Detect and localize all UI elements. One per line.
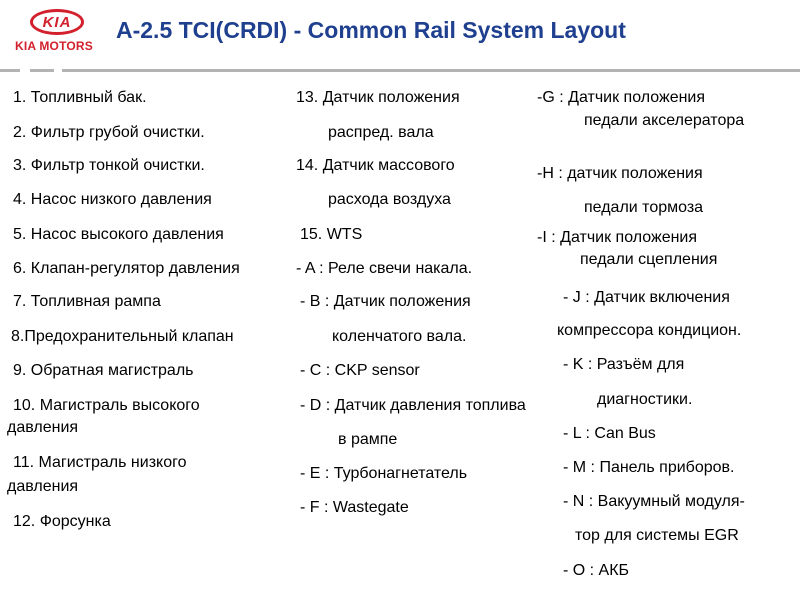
list-item: -G : Датчик положения xyxy=(537,89,706,106)
list-item: 12. Форсунка xyxy=(13,513,111,530)
logo-subtitle: KIA MOTORS xyxy=(14,39,93,53)
list-item: 4. Насос низкого давления xyxy=(13,191,212,208)
header-divider-segment xyxy=(0,69,20,72)
kia-motors-logo xyxy=(6,8,102,58)
kia-oval-emblem xyxy=(30,9,84,35)
list-item-continuation: в рампе xyxy=(338,431,398,448)
list-item: - J : Датчик включения xyxy=(563,289,730,306)
list-item: 7. Топливная рампа xyxy=(13,293,161,310)
list-item: - C : CKP sensor xyxy=(300,362,420,379)
list-item: - A : Реле свечи накала. xyxy=(296,260,473,277)
list-item: 6. Клапан-регулятор давления xyxy=(13,260,240,277)
list-item: - D : Датчик давления топлива xyxy=(300,397,526,414)
list-item: 14. Датчик массового xyxy=(296,157,455,174)
list-item-continuation: тор для системы EGR xyxy=(575,527,739,544)
list-item-continuation: расхода воздуха xyxy=(328,191,451,208)
list-item: - O : АКБ xyxy=(563,562,630,579)
list-item: - F : Wastegate xyxy=(300,499,409,516)
list-item: - L : Can Bus xyxy=(563,425,656,442)
list-item: 10. Магистраль высокого xyxy=(13,397,200,414)
list-item: 11. Магистраль низкого xyxy=(13,454,187,471)
list-item-continuation: давления xyxy=(7,419,79,436)
list-item-continuation: педали сцепления xyxy=(580,251,718,268)
page-title: A-2.5 TCI(CRDI) - Common Rail System Layout xyxy=(116,17,626,43)
logo-brand: KIA xyxy=(42,13,72,31)
list-item-continuation: педали акселератора xyxy=(584,112,745,129)
list-item: -I : Датчик положения xyxy=(537,229,698,246)
list-item: 8.Предохранительный клапан xyxy=(11,328,234,345)
list-item: 13. Датчик положения xyxy=(296,89,460,106)
list-item-continuation: педали тормоза xyxy=(584,199,704,216)
list-item-continuation: компрессора кондицион. xyxy=(557,322,742,339)
list-item: 1. Топливный бак. xyxy=(13,89,147,106)
list-item: 2. Фильтр грубой очистки. xyxy=(13,124,205,141)
list-item: 9. Обратная магистраль xyxy=(13,362,194,379)
list-item-continuation: диагностики. xyxy=(597,391,693,408)
list-item: - M : Панель приборов. xyxy=(563,459,735,476)
list-item: 15. WTS xyxy=(300,226,363,243)
header-divider xyxy=(62,69,800,72)
header-divider-segment xyxy=(30,69,54,72)
list-item-continuation: давления xyxy=(7,478,79,495)
list-item: - N : Вакуумный модуля- xyxy=(563,493,745,510)
list-item: - B : Датчик положения xyxy=(300,293,471,310)
list-item: - K : Разъём для xyxy=(563,356,685,373)
list-item: - E : Турбонагнетатель xyxy=(300,465,468,482)
list-item: 3. Фильтр тонкой очистки. xyxy=(13,157,205,174)
list-item: 5. Насос высокого давления xyxy=(13,226,224,243)
list-item: -H : датчик положения xyxy=(537,165,703,182)
list-item-continuation: коленчатого вала. xyxy=(332,328,467,345)
list-item-continuation: распред. вала xyxy=(328,124,434,141)
